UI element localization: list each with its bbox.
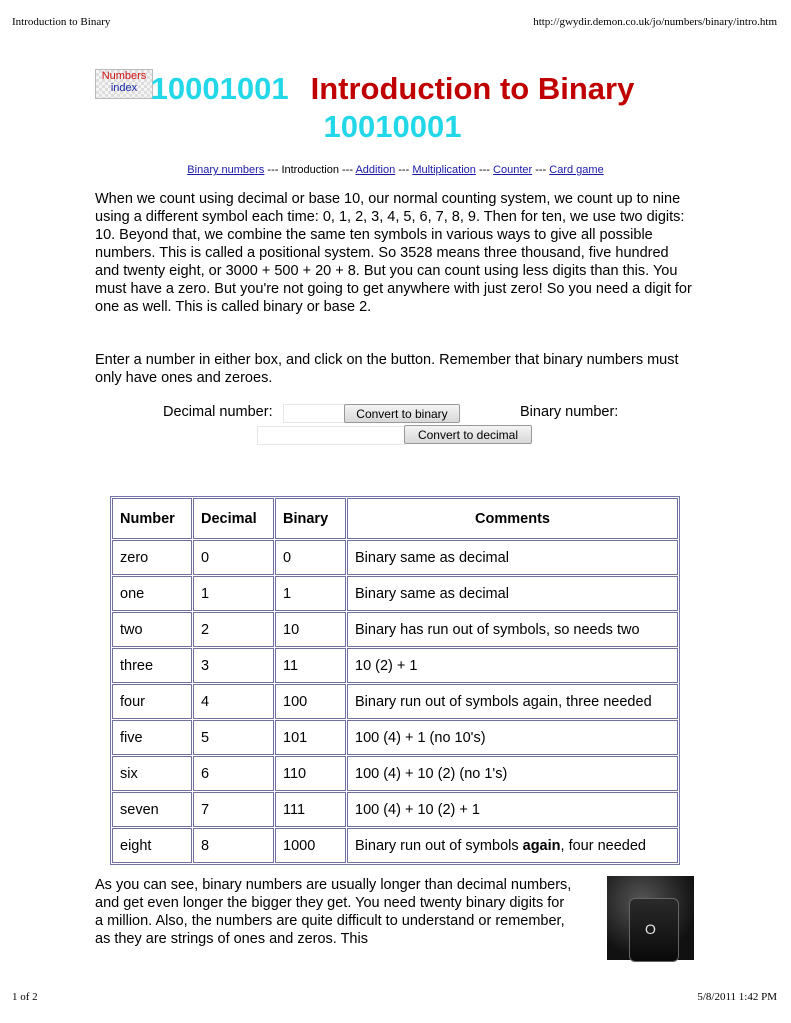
nav-link-addition[interactable]: Addition: [355, 164, 396, 176]
cell-decimal: 8: [193, 828, 274, 863]
cell-binary: 11: [275, 648, 346, 683]
decimal-input[interactable]: [283, 404, 345, 423]
cell-decimal: 2: [193, 612, 274, 647]
cell-binary: 111: [275, 792, 346, 827]
table-row: [112, 576, 678, 611]
table-row: [112, 720, 678, 755]
cell-decimal: 0: [193, 540, 274, 575]
cell-binary: 101: [275, 720, 346, 755]
header-comments: Comments: [347, 498, 678, 539]
page-title: [100, 70, 685, 146]
cell-binary: 110: [275, 756, 346, 791]
cell-binary: 0: [275, 540, 346, 575]
cell-decimal: 5: [193, 720, 274, 755]
title-text: Introduction to Binary: [310, 71, 635, 106]
nav-link-counter[interactable]: Counter: [493, 164, 533, 176]
instruction-paragraph: Enter a number in either box, and click on the button. Remember that binary numbers must only have ones and zeroes.: [95, 352, 679, 386]
cell-number: two: [112, 612, 192, 647]
cell-decimal: 3: [193, 648, 274, 683]
cell-decimal: 4: [193, 684, 274, 719]
cell-binary: 1: [275, 576, 346, 611]
convert-to-decimal-button[interactable]: Convert to decimal: [404, 425, 532, 444]
cell-comment: Binary has run out of symbols, so needs two: [347, 612, 678, 647]
table-row: [112, 792, 678, 827]
header-decimal: Decimal: [193, 498, 274, 539]
table-row: [112, 684, 678, 719]
emphasis-again: again: [522, 837, 561, 854]
cell-comment: Binary same as decimal: [347, 540, 678, 575]
closing-paragraph: As you can see, binary numbers are usually longer than decimal numbers, and get even longer the bigger they get. You need twenty binary digits for a million. Also, the numbers are quite difficult to understand or remember, as they are strings of ones and zeros. This: [95, 877, 572, 947]
cell-number: seven: [112, 792, 192, 827]
binary-table: [110, 496, 680, 865]
cell-comment: 10 (2) + 1: [347, 648, 678, 683]
print-header-url: http://gwydir.demon.co.uk/jo/numbers/binary/intro.htm: [533, 16, 777, 28]
print-footer-datetime: 5/8/2011 1:42 PM: [697, 991, 777, 1003]
title-binary-left: 10001001: [150, 71, 289, 106]
cell-number: six: [112, 756, 192, 791]
switch-symbol: O: [645, 921, 656, 937]
cell-number: one: [112, 576, 192, 611]
cell-number: zero: [112, 540, 192, 575]
nav-link-multiplication[interactable]: Multiplication: [412, 164, 476, 176]
table-row: [112, 756, 678, 791]
cell-comment: Binary same as decimal: [347, 576, 678, 611]
section-nav: Binary numbers --- Introduction --- Addition --- Multiplication --- Counter --- Card game: [187, 164, 604, 176]
binary-label: Binary number:: [520, 404, 619, 420]
title-binary-right: 10010001: [323, 109, 462, 144]
table-row: [112, 612, 678, 647]
cell-comment: 100 (4) + 1 (no 10's): [347, 720, 678, 755]
cell-number: eight: [112, 828, 192, 863]
nav-link-binary-numbers[interactable]: Binary numbers: [187, 164, 265, 176]
cell-comment: 100 (4) + 10 (2) + 1: [347, 792, 678, 827]
nav-link-card-game[interactable]: Card game: [549, 164, 604, 176]
table-row: [112, 540, 678, 575]
cell-binary: 100: [275, 684, 346, 719]
logo-line1: Numbers: [101, 70, 147, 82]
rocker-switch-icon: [629, 898, 679, 962]
table-row: [112, 648, 678, 683]
logo-line2: index: [110, 82, 138, 94]
print-footer-page: 1 of 2: [12, 991, 38, 1003]
cell-comment: Binary run out of symbols again, three needed: [347, 684, 678, 719]
cell-number: five: [112, 720, 192, 755]
cell-decimal: 6: [193, 756, 274, 791]
print-header-title: Introduction to Binary: [12, 16, 111, 28]
cell-comment: 100 (4) + 10 (2) (no 1's): [347, 756, 678, 791]
cell-number: four: [112, 684, 192, 719]
rocker-switch-image: [607, 876, 694, 960]
header-number: Number: [112, 498, 192, 539]
table-header-row: [112, 498, 678, 539]
nav-current-introduction: Introduction: [281, 164, 339, 176]
intro-paragraph: When we count using decimal or base 10, our normal counting system, we count up to nine using a different symbol each time: 0, 1, 2, 3, 4, 5, 6, 7, 8, 9. Then for ten, we use two digits: 10. Beyond that, we combine the same ten symbols in various ways to give all possible numbers. This is called a positional system. So 3528 means three thousand, five hundred and twenty eight, or 3000 + 500 + 20 + 8. But you can count using less digits than this. You must have a zero. But you're not going to get anywhere with just zero! So you need a digit for one as well. This is called binary or base 2.: [95, 191, 692, 315]
decimal-label: Decimal number:: [163, 404, 273, 420]
cell-binary: 10: [275, 612, 346, 647]
cell-comment: Binary run out of symbols again, four needed: [347, 828, 678, 863]
cell-decimal: 1: [193, 576, 274, 611]
table-row: [112, 828, 678, 863]
cell-binary: 1000: [275, 828, 346, 863]
binary-input[interactable]: [257, 426, 405, 445]
convert-to-binary-button[interactable]: Convert to binary: [344, 404, 460, 423]
cell-decimal: 7: [193, 792, 274, 827]
cell-number: three: [112, 648, 192, 683]
header-binary: Binary: [275, 498, 346, 539]
